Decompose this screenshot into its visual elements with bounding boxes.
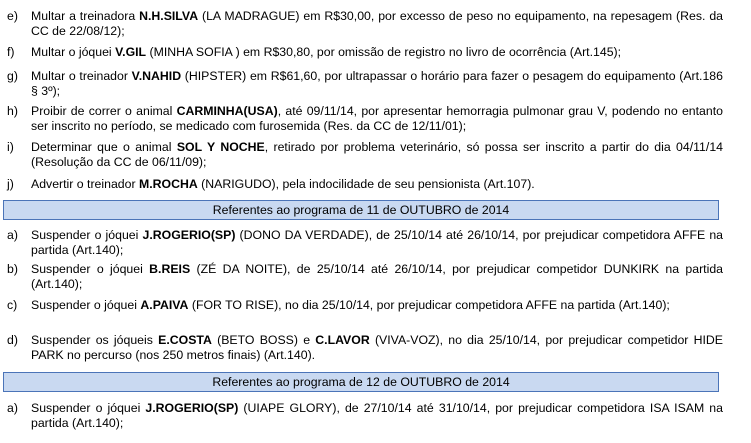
item-label: f) bbox=[7, 45, 15, 59]
bold-name: M.ROCHA bbox=[139, 177, 198, 191]
list-item-j bbox=[7, 177, 723, 192]
item-label: e) bbox=[7, 9, 18, 23]
item-text: Suspender o jóquei B.REIS (ZÉ DA NOITE), de 25/10/14 até 26/10/14, por prejudicar competidor DUNKIRK na partida (Art.140); bbox=[31, 262, 723, 291]
bold-name: A.PAIVA bbox=[140, 298, 189, 312]
item-text: Advertir o treinador M.ROCHA (NARIGUDO), pela indocilidade de seu pensionista (Art.107). bbox=[31, 177, 535, 191]
item-text: Multar o jóquei V.GIL (MINHA SOFIA ) em R$30,80, por omissão de registro no livro de ocorrência (Art.145); bbox=[31, 45, 622, 59]
item-text: Suspender os jóqueis E.COSTA (BETO BOSS) e C.LAVOR (VIVA-VOZ), no dia 25/10/14, por prejudicar competidor HIDE PARK no percurso (nos 250 metros finais) (Art.140). bbox=[31, 333, 724, 362]
bold-name: J.ROGERIO(SP) bbox=[142, 228, 236, 242]
item-text: Proibir de correr o animal CARMINHA(USA), até 09/11/14, por apresentar hemorragia pulmonar grau V, podendo no entanto ser inscrito no período, se medicado com furosemida (Res. da CC de 12/11/01); bbox=[31, 104, 723, 133]
list-item-a-12 bbox=[7, 401, 723, 430]
list-item-f bbox=[7, 45, 723, 60]
bold-name: E.COSTA bbox=[158, 333, 212, 347]
section-header-12-outubro: Referentes ao programa de 12 de OUTUBRO de 2014 bbox=[3, 372, 719, 392]
item-text: Multar o treinador V.NAHID (HIPSTER) em R$61,60, por ultrapassar o horário para fazer o pesagem do equipamento (Art.186 § 3º); bbox=[31, 69, 723, 98]
item-text: Multar a treinadora N.H.SILVA (LA MADRAGUE) em R$30,00, por excesso de peso no equipamento, na repesagem (Res. da CC de 22/08/12); bbox=[31, 9, 723, 38]
bold-name: J.ROGERIO(SP) bbox=[145, 401, 239, 415]
item-label: a) bbox=[7, 401, 18, 415]
bold-name: N.H.SILVA bbox=[139, 9, 199, 23]
list-item-c bbox=[7, 298, 723, 313]
item-text: Suspender o jóquei J.ROGERIO(SP) (UIAPE GLORY), de 27/10/14 até 31/10/14, por prejudicar competidora ISA ISAM na partida (Art.140); bbox=[31, 401, 723, 430]
list-item-a bbox=[7, 228, 723, 257]
bold-name: SOL Y NOCHE bbox=[176, 140, 265, 154]
list-item-g bbox=[7, 69, 723, 98]
list-item-e bbox=[7, 9, 723, 38]
section-header-11-outubro: Referentes ao programa de 11 de OUTUBRO de 2014 bbox=[3, 200, 719, 220]
item-label: a) bbox=[7, 228, 18, 242]
list-item-d bbox=[7, 333, 723, 362]
item-label: b) bbox=[7, 262, 18, 276]
bold-name: C.LAVOR bbox=[315, 333, 370, 347]
item-text: Suspender o jóquei J.ROGERIO(SP) (DONO DA VERDADE), de 25/10/14 até 26/10/14, por prejudicar competidora AFFE na partida (Art.140); bbox=[31, 228, 723, 257]
bold-name: V.NAHID bbox=[131, 69, 182, 83]
bold-name: B.REIS bbox=[149, 262, 191, 276]
item-label: i) bbox=[7, 140, 14, 154]
item-label: h) bbox=[7, 104, 18, 118]
item-label: g) bbox=[7, 69, 18, 83]
item-label: d) bbox=[7, 333, 18, 347]
list-item-h bbox=[7, 104, 723, 133]
item-label: c) bbox=[7, 298, 18, 312]
bold-name: CARMINHA(USA) bbox=[176, 104, 278, 118]
item-label: j) bbox=[7, 177, 14, 191]
bold-name: V.GIL bbox=[115, 45, 147, 59]
list-item-b bbox=[7, 262, 723, 291]
item-text: Suspender o jóquei A.PAIVA (FOR TO RISE), no dia 25/10/14, por prejudicar competidora AFFE na partida (Art.140); bbox=[31, 298, 670, 312]
list-item-i bbox=[7, 140, 723, 169]
item-text: Determinar que o animal SOL Y NOCHE, retirado por problema veterinário, só possa ser inscrito a partir do dia 04/11/14 (Resolução da CC de 06/11/09); bbox=[31, 140, 723, 169]
